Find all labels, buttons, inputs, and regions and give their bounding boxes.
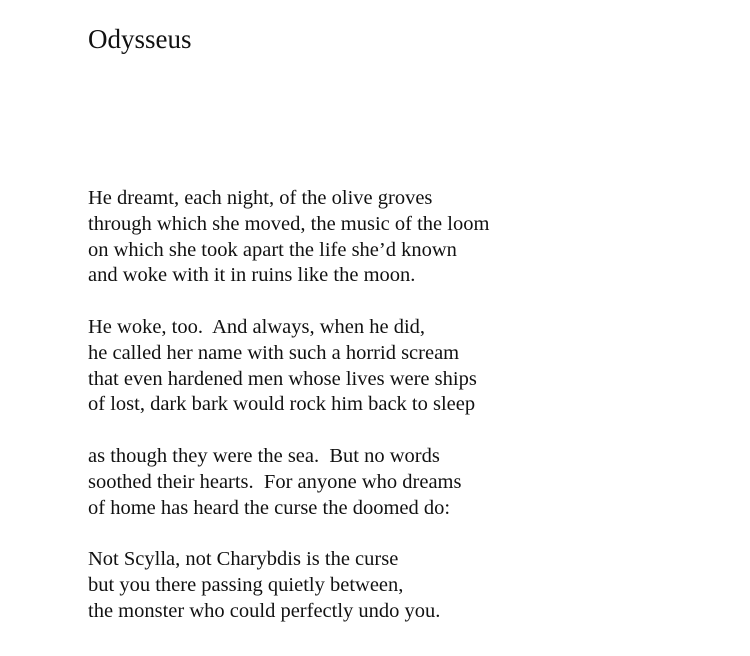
poem-line: the monster who could perfectly undo you.	[88, 599, 441, 622]
stanza-2	[88, 315, 489, 418]
poem-title: Odysseus	[88, 24, 192, 54]
stanza-3	[88, 444, 489, 521]
poem-line: as though they were the sea. But no words	[88, 444, 440, 467]
poem-line: He woke, too. And always, when he did,	[88, 315, 426, 338]
poem-line: through which she moved, the music of the loom	[88, 212, 490, 235]
stanza-4	[88, 547, 489, 624]
poem-line: of home has heard the curse the doomed do:	[88, 496, 451, 519]
stanza-1	[88, 186, 489, 289]
poem-line: of lost, dark bark would rock him back to sleep	[88, 393, 476, 416]
poem-line: Not Scylla, not Charybdis is the curse	[88, 548, 399, 571]
poem-line: that even hardened men whose lives were ships	[88, 367, 477, 390]
poem-line: on which she took apart the life she’d known	[88, 238, 457, 261]
poem-body	[88, 186, 489, 650]
poem-line: soothed their hearts. For anyone who dreams	[88, 470, 462, 493]
poem-line: he called her name with such a horrid scream	[88, 341, 460, 364]
poem-line: He dreamt, each night, of the olive groves	[88, 187, 433, 209]
poem-line: but you there passing quietly between,	[88, 573, 404, 596]
poem-line: and woke with it in ruins like the moon.	[88, 264, 416, 287]
